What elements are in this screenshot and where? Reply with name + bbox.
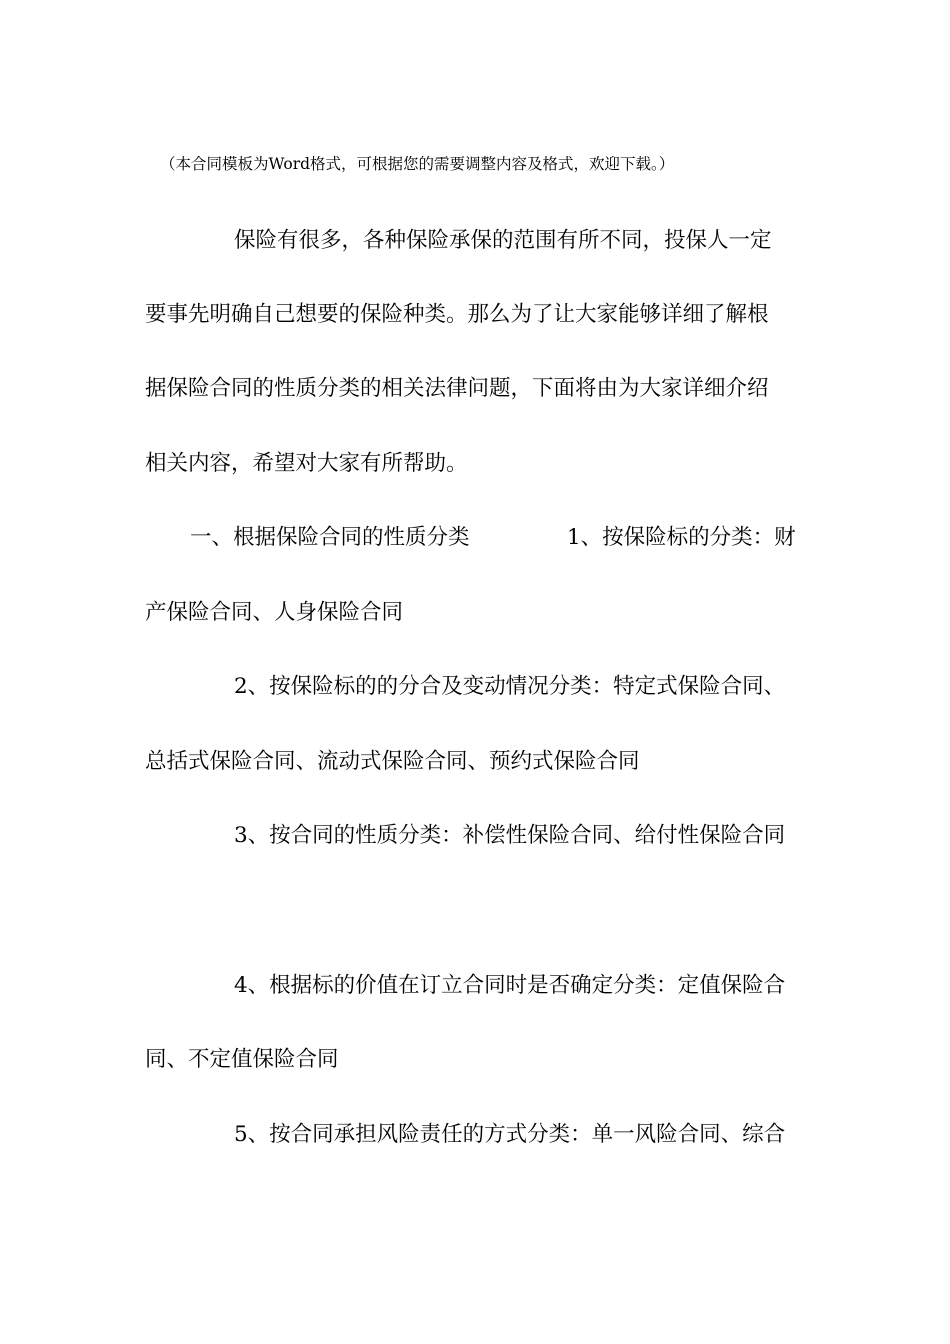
item-5-start: 5、按合同承担风险责任的方式分类：单一风险合同、综合 <box>234 1122 786 1147</box>
intro-line-1: 保险有很多，各种保险承保的范围有所不同，投保人一定 <box>234 228 772 253</box>
intro-line-3: 据保险合同的性质分类的相关法律问题，下面将由为大家详细介绍 <box>145 376 769 401</box>
item-3: 3、按合同的性质分类：补偿性保险合同、给付性保险合同 <box>234 823 786 848</box>
item-1-start: 1、按保险标的分类：财 <box>567 525 796 550</box>
intro-line-2: 要事先明确自己想要的保险种类。那么为了让大家能够详细了解根 <box>145 302 769 327</box>
item-4-end: 同、不定值保险合同 <box>145 1047 339 1072</box>
item-1-end: 产保险合同、人身保险合同 <box>145 600 404 625</box>
item-4-start: 4、根据标的价值在订立合同时是否确定分类：定值保险合 <box>234 973 786 998</box>
intro-line-4: 相关内容，希望对大家有所帮助。 <box>145 451 468 476</box>
section-heading: 一、根据保险合同的性质分类 <box>190 525 470 550</box>
template-note: （本合同模板为Word格式，可根据您的需要调整内容及格式，欢迎下载。） <box>160 155 675 173</box>
item-2-start: 2、按保险标的的分合及变动情况分类：特定式保险合同、 <box>234 674 786 699</box>
item-2-end: 总括式保险合同、流动式保险合同、预约式保险合同 <box>145 749 640 774</box>
